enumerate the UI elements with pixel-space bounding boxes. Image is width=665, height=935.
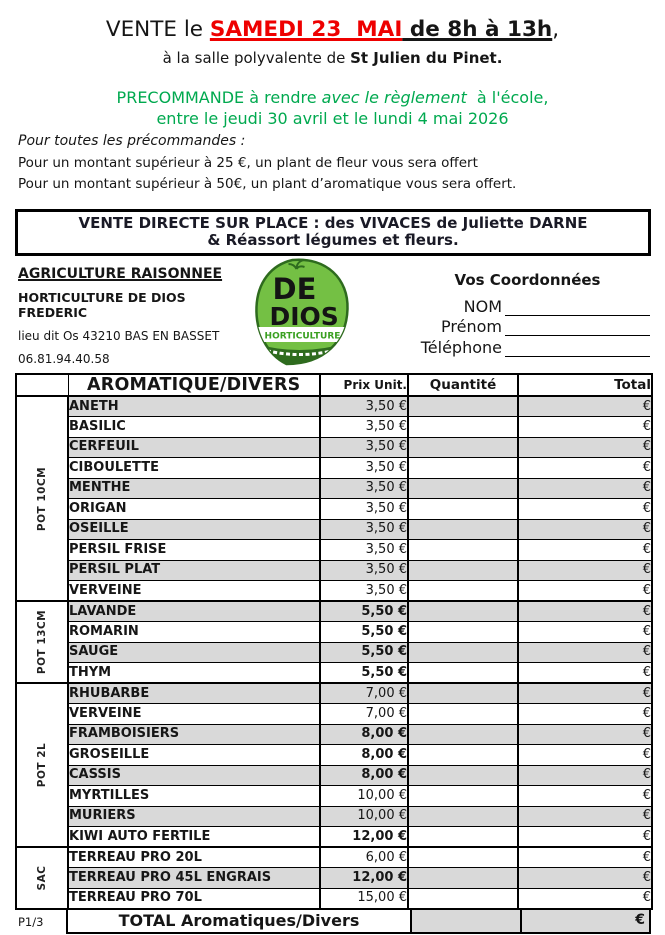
unit-price-cell: 7,00 € xyxy=(320,683,408,704)
total-cell: € xyxy=(518,745,652,766)
table-row xyxy=(16,868,652,889)
quantity-cell xyxy=(408,663,518,684)
quantity-cell xyxy=(408,642,518,663)
seller-address: lieu dit Os 43210 BAS EN BASSET xyxy=(18,329,220,343)
item-name-cell: CIBOULETTE xyxy=(68,458,320,479)
unit-price-cell: 10,00 € xyxy=(320,806,408,827)
unit-price-cell: 5,50 € xyxy=(320,642,408,663)
unit-price-cell: 3,50 € xyxy=(320,540,408,561)
unit-price-cell: 15,00 € xyxy=(320,888,408,909)
table-header-row xyxy=(16,374,652,396)
unit-price-cell: 3,50 € xyxy=(320,519,408,540)
promo-conditions xyxy=(18,131,650,196)
total-cell: € xyxy=(518,417,652,438)
unit-price-cell: 7,00 € xyxy=(320,704,408,725)
unit-price-cell: 12,00 € xyxy=(320,868,408,889)
banner-line-2: & Réassort légumes et fleurs. xyxy=(207,231,459,249)
total-cell: € xyxy=(518,519,652,540)
table-row xyxy=(16,519,652,540)
table-row xyxy=(16,724,652,745)
seller-farming-label: AGRICULTURE RAISONNEE xyxy=(18,266,223,282)
total-cell: € xyxy=(518,601,652,622)
total-amount-cell: € xyxy=(520,910,649,932)
table-row xyxy=(16,540,652,561)
total-cell: € xyxy=(518,827,652,848)
item-name-cell: ANETH xyxy=(68,396,320,417)
total-cell: € xyxy=(518,458,652,479)
quantity-cell xyxy=(408,806,518,827)
quantity-cell xyxy=(408,868,518,889)
seller-phone: 06.81.94.40.58 xyxy=(18,352,110,366)
quantity-cell xyxy=(408,560,518,581)
table-row xyxy=(16,642,652,663)
total-cell: € xyxy=(518,786,652,807)
item-name-cell: OSEILLE xyxy=(68,519,320,540)
promo-line-2: Pour un montant supérieur à 50€, un plant d’aromatique vous sera offert. xyxy=(18,176,517,192)
item-name-cell: TERREAU PRO 70L xyxy=(68,888,320,909)
group-label: SAC xyxy=(36,865,48,891)
item-name-cell: VERVEINE xyxy=(68,581,320,602)
item-name-cell: GROSEILLE xyxy=(68,745,320,766)
telephone-field xyxy=(505,336,650,357)
prenom-label: Prénom xyxy=(441,317,502,336)
unit-price-cell: 3,50 € xyxy=(320,478,408,499)
quantity-cell xyxy=(408,478,518,499)
nom-field xyxy=(505,295,650,316)
unit-price-cell: 3,50 € xyxy=(320,560,408,581)
unit-price-cell: 8,00 € xyxy=(320,724,408,745)
item-name-cell: CERFEUIL xyxy=(68,437,320,458)
onsite-sale-banner xyxy=(15,209,651,256)
item-name-cell: MYRTILLES xyxy=(68,786,320,807)
table-row xyxy=(16,622,652,643)
header-corner-cell xyxy=(16,374,68,396)
group-label-cell xyxy=(16,847,68,909)
seller-company-name: HORTICULTURE DE DIOS FREDERIC xyxy=(18,290,186,320)
quantity-cell xyxy=(408,540,518,561)
order-table-wrap xyxy=(15,373,651,934)
total-cell: € xyxy=(518,847,652,868)
unit-price-cell: 8,00 € xyxy=(320,745,408,766)
total-cell: € xyxy=(518,704,652,725)
table-row xyxy=(16,786,652,807)
grand-total-row xyxy=(15,910,651,934)
item-name-cell: TERREAU PRO 20L xyxy=(68,847,320,868)
preorder-line1-a: PRECOMMANDE à rendre xyxy=(116,88,322,107)
total-cell: € xyxy=(518,581,652,602)
total-cell: € xyxy=(518,396,652,417)
total-cell: € xyxy=(518,560,652,581)
unit-price-cell: 3,50 € xyxy=(320,458,408,479)
header-total: Total xyxy=(518,374,652,396)
quantity-cell xyxy=(408,499,518,520)
group-label: POT 2L xyxy=(36,742,48,788)
group-label-cell xyxy=(16,683,68,847)
table-row xyxy=(16,745,652,766)
item-name-cell: TERREAU PRO 45L ENGRAIS xyxy=(68,868,320,889)
quantity-cell xyxy=(408,519,518,540)
total-cell: € xyxy=(518,437,652,458)
unit-price-cell: 8,00 € xyxy=(320,765,408,786)
quantity-cell xyxy=(408,704,518,725)
unit-price-cell: 3,50 € xyxy=(320,396,408,417)
table-row xyxy=(16,765,652,786)
table-row xyxy=(16,847,652,868)
table-row xyxy=(16,704,652,725)
quantity-cell xyxy=(408,458,518,479)
preorder-line1-c: à l'école, xyxy=(466,88,549,107)
item-name-cell: ROMARIN xyxy=(68,622,320,643)
quantity-cell xyxy=(408,581,518,602)
preorder-line-1 xyxy=(0,87,665,108)
quantity-cell xyxy=(408,601,518,622)
unit-price-cell: 12,00 € xyxy=(320,827,408,848)
total-label: TOTAL Aromatiques/Divers xyxy=(68,910,410,932)
quantity-cell xyxy=(408,683,518,704)
item-name-cell: THYM xyxy=(68,663,320,684)
item-name-cell: LAVANDE xyxy=(68,601,320,622)
total-cell: € xyxy=(518,642,652,663)
total-cell: € xyxy=(518,663,652,684)
logo-band-word: HORTICULTURE xyxy=(264,331,341,342)
item-name-cell: PERSIL FRISE xyxy=(68,540,320,561)
total-cell: € xyxy=(518,806,652,827)
contact-row-telephone xyxy=(405,336,650,357)
promo-intro: Pour toutes les précommandes : xyxy=(18,133,246,149)
total-cell: € xyxy=(518,765,652,786)
promo-line-1: Pour un montant supérieur à 25 €, un plant de fleur vous sera offert xyxy=(18,154,478,171)
de-dios-logo xyxy=(252,257,353,367)
items-tbody xyxy=(16,396,652,909)
total-bar xyxy=(66,910,651,934)
group-label: POT 13CM xyxy=(36,609,48,675)
quantity-cell xyxy=(408,745,518,766)
group-label-cell xyxy=(16,396,68,601)
total-cell: € xyxy=(518,622,652,643)
unit-price-cell: 3,50 € xyxy=(320,437,408,458)
quantity-cell xyxy=(408,765,518,786)
leaf-logo-icon xyxy=(252,257,353,367)
total-cell: € xyxy=(518,499,652,520)
quantity-cell xyxy=(408,847,518,868)
item-name-cell: BASILIC xyxy=(68,417,320,438)
unit-price-cell: 3,50 € xyxy=(320,499,408,520)
contact-row-prenom xyxy=(405,316,650,337)
header-quantity: Quantité xyxy=(408,374,518,396)
prenom-field xyxy=(505,316,650,337)
item-name-cell: MURIERS xyxy=(68,806,320,827)
telephone-label: Téléphone xyxy=(420,337,502,357)
total-quantity-cell xyxy=(410,910,520,932)
unit-price-cell: 6,00 € xyxy=(320,847,408,868)
item-name-cell: SAUGE xyxy=(68,642,320,663)
quantity-cell xyxy=(408,437,518,458)
quantity-cell xyxy=(408,724,518,745)
unit-price-cell: 5,50 € xyxy=(320,663,408,684)
logo-name-word: DIOS xyxy=(269,302,339,331)
table-row xyxy=(16,417,652,438)
quantity-cell xyxy=(408,827,518,848)
nom-label: NOM xyxy=(463,296,502,316)
table-row xyxy=(16,478,652,499)
table-row xyxy=(16,560,652,581)
header-category: AROMATIQUE/DIVERS xyxy=(68,374,320,396)
unit-price-cell: 10,00 € xyxy=(320,786,408,807)
seller-info xyxy=(18,266,253,366)
quantity-cell xyxy=(408,622,518,643)
table-row xyxy=(16,499,652,520)
item-name-cell: CASSIS xyxy=(68,765,320,786)
table-row xyxy=(16,437,652,458)
quantity-cell xyxy=(408,417,518,438)
table-row xyxy=(16,663,652,684)
quantity-cell xyxy=(408,786,518,807)
preorder-line-2: entre le jeudi 30 avril et le lundi 4 mai 2026 xyxy=(156,109,509,128)
item-name-cell: VERVEINE xyxy=(68,704,320,725)
table-row xyxy=(16,581,652,602)
quantity-cell xyxy=(408,396,518,417)
item-name-cell: FRAMBOISIERS xyxy=(68,724,320,745)
unit-price-cell: 5,50 € xyxy=(320,622,408,643)
table-row xyxy=(16,888,652,909)
logo-top-word: DE xyxy=(272,272,317,306)
contact-row-nom xyxy=(405,295,650,316)
group-label-cell xyxy=(16,601,68,683)
contact-title: Vos Coordonnées xyxy=(454,271,601,289)
table-row xyxy=(16,827,652,848)
total-cell: € xyxy=(518,888,652,909)
subtitle-prefix: à la salle polyvalente de xyxy=(162,49,351,67)
item-name-cell: ORIGAN xyxy=(68,499,320,520)
title-time: de 8h à 13h xyxy=(402,17,553,42)
preorder-notice xyxy=(0,87,665,129)
quantity-cell xyxy=(408,888,518,909)
table-row xyxy=(16,806,652,827)
item-name-cell: MENTHE xyxy=(68,478,320,499)
title-date: SAMEDI 23 MAI xyxy=(209,17,403,42)
page-number: P1/3 xyxy=(18,914,44,929)
preorder-line1-b: avec le règlement xyxy=(321,88,467,107)
table-row xyxy=(16,458,652,479)
unit-price-cell: 3,50 € xyxy=(320,417,408,438)
subtitle-place: St Julien du Pinet. xyxy=(350,49,503,67)
total-cell: € xyxy=(518,478,652,499)
item-name-cell: RHUBARBE xyxy=(68,683,320,704)
item-name-cell: PERSIL PLAT xyxy=(68,560,320,581)
title-prefix: VENTE le xyxy=(105,17,210,42)
item-name-cell: KIWI AUTO FERTILE xyxy=(68,827,320,848)
page-title xyxy=(0,17,665,43)
unit-price-cell: 3,50 € xyxy=(320,581,408,602)
order-table xyxy=(15,373,653,910)
banner-line-1: VENTE DIRECTE SUR PLACE : des VIVACES de Juliette DARNE xyxy=(78,214,588,232)
unit-price-cell: 5,50 € xyxy=(320,601,408,622)
total-cell: € xyxy=(518,540,652,561)
table-row xyxy=(16,601,652,622)
header-unit-price: Prix Unit. xyxy=(320,374,408,396)
total-cell: € xyxy=(518,868,652,889)
page-subtitle xyxy=(0,49,665,67)
contact-block xyxy=(405,271,650,357)
total-cell: € xyxy=(518,724,652,745)
table-row xyxy=(16,683,652,704)
total-cell: € xyxy=(518,683,652,704)
table-row xyxy=(16,396,652,417)
title-comma: , xyxy=(552,17,560,42)
group-label: POT 10CM xyxy=(36,466,48,531)
